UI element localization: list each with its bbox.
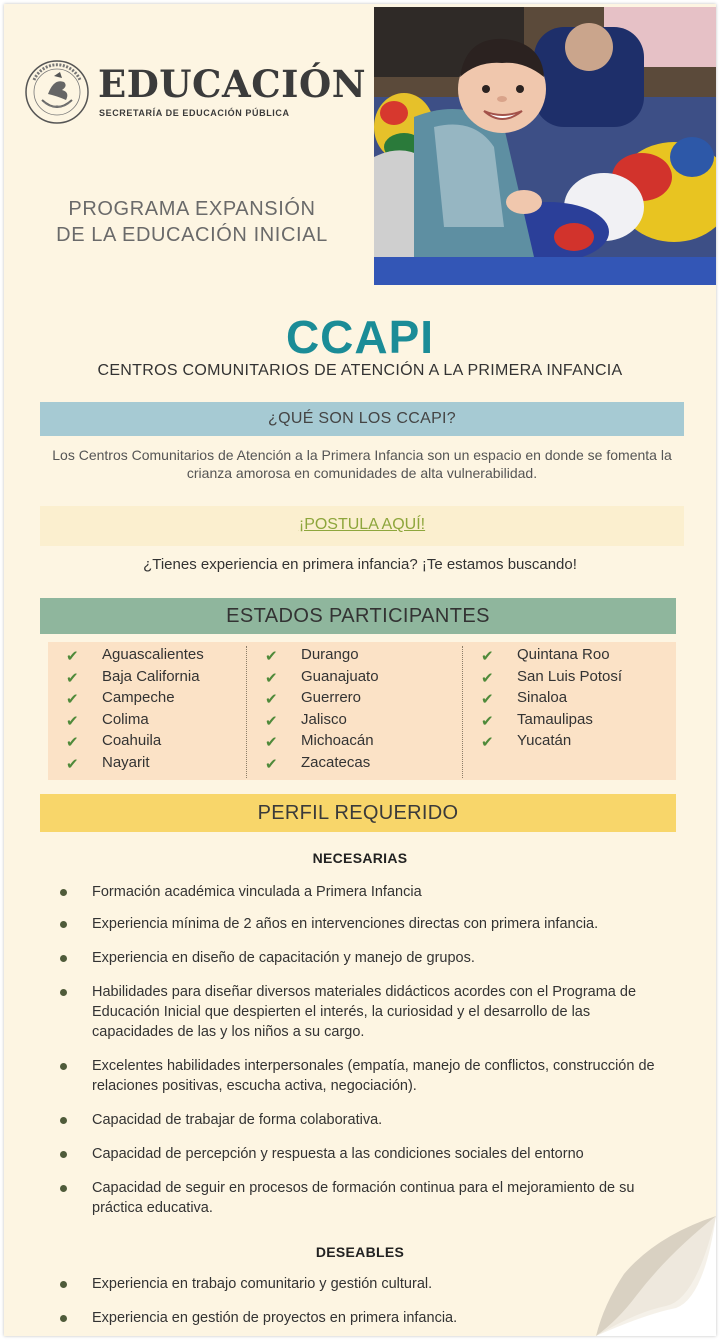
bullet-icon (60, 1315, 67, 1322)
main-subtitle: CENTROS COMUNITARIOS DE ATENCIÓN A LA PRIMERA INFANCIA (97, 362, 623, 379)
program-line-1: PROGRAMA EXPANSIÓN (68, 198, 316, 220)
check-icon: ✔ (481, 734, 494, 751)
state-item: ✔ Colima (66, 710, 149, 730)
state-item: ✔ Sinaloa (481, 689, 568, 708)
state-item: ✔ Coahuila (66, 732, 162, 751)
state-item: ✔ Guerrero (265, 689, 362, 708)
check-icon: ✔ (481, 691, 494, 708)
state-item: ✔ San Luis Potosí (481, 667, 623, 687)
check-icon: ✔ (481, 669, 494, 687)
hero-photo (374, 7, 716, 285)
check-icon: ✔ (481, 712, 494, 730)
check-icon: ✔ (265, 669, 278, 687)
bullet-icon (60, 1281, 67, 1288)
check-icon: ✔ (265, 691, 278, 708)
state-item: ✔ Jalisco (265, 710, 347, 730)
states-table (48, 642, 676, 780)
brand-subtitle: SECRETARÍA DE EDUCACIÓN PÚBLICA (99, 108, 290, 118)
flyer-page (4, 4, 716, 1336)
check-icon: ✔ (265, 734, 278, 751)
postula-link[interactable]: ¡POSTULA AQUÍ! (298, 516, 426, 533)
check-icon: ✔ (66, 734, 79, 751)
state-item: ✔ Yucatán (481, 732, 572, 751)
state-item: ✔ Tamaulipas (481, 710, 593, 730)
list-item: Habilidades para diseñar diversos materiales didácticos acordes con el Programa de Educación Inicial que despierten el interés, la curiosidad y el desarrollo de las capacidades de las y los niños a su cargo. (92, 982, 662, 1042)
state-item: ✔ Michoacán (265, 732, 374, 751)
page-curl-decoration (596, 1216, 716, 1336)
state-item: ✔ Guanajuato (265, 667, 379, 687)
state-item: ✔ Baja California (66, 667, 200, 687)
list-item: Formación académica vinculada a Primera Infancia (92, 882, 662, 902)
check-icon: ✔ (66, 648, 79, 665)
list-item: Experiencia en trabajo comunitario y gestión cultural. (92, 1274, 662, 1294)
postula-text: ¿Tienes experiencia en primera infancia? ¡Te estamos buscando! (143, 556, 577, 573)
bullet-icon (60, 1185, 67, 1192)
check-icon: ✔ (265, 712, 278, 730)
state-item: ✔ Durango (265, 646, 359, 665)
child-playing-image (374, 7, 716, 285)
bullet-icon (60, 989, 67, 996)
state-item: ✔ Quintana Roo (481, 646, 610, 665)
program-line-2: DE LA EDUCACIÓN INICIAL (56, 224, 328, 246)
bullet-icon (60, 889, 67, 896)
que-son-heading: ¿QUÉ SON LOS CCAPI? (40, 402, 684, 436)
bullet-icon (60, 1117, 67, 1124)
national-seal-icon (24, 56, 90, 126)
states-column-3 (462, 646, 677, 778)
sep-logo (24, 56, 367, 136)
bullet-icon (60, 955, 67, 962)
postula-box (40, 506, 684, 546)
state-item: ✔ Nayarit (66, 753, 150, 773)
list-item: Experiencia en gestión de proyectos en primera infancia. (92, 1308, 662, 1328)
check-icon: ✔ (66, 669, 79, 687)
state-item: ✔ Zacatecas (265, 753, 371, 773)
bullet-icon (60, 1151, 67, 1158)
check-icon: ✔ (66, 691, 79, 708)
bullet-icon (60, 921, 67, 928)
estados-heading: ESTADOS PARTICIPANTES (40, 598, 676, 634)
check-icon: ✔ (265, 755, 278, 773)
state-item: ✔ Campeche (66, 689, 175, 708)
states-column-1 (48, 646, 246, 775)
list-item: Excelentes habilidades interpersonales (empatía, manejo de conflictos, construcción de relaciones positivas, escucha activa, negociación). (92, 1056, 662, 1096)
perfil-heading: PERFIL REQUERIDO (40, 794, 676, 832)
list-item: Capacidad de seguir en procesos de formación continua para el mejoramiento de su práctica educativa. (92, 1178, 662, 1218)
brand-name: EDUCACIÓN (98, 62, 367, 106)
check-icon: ✔ (481, 648, 494, 665)
list-item: Experiencia en diseño de capacitación y manejo de grupos. (92, 948, 662, 968)
check-icon: ✔ (66, 755, 79, 773)
bullet-icon (60, 1063, 67, 1070)
main-title: CCAPI (285, 311, 435, 363)
state-item: ✔ Aguascalientes (66, 646, 204, 665)
program-title (22, 196, 362, 248)
deseables-heading: DESEABLES (315, 1244, 405, 1260)
list-item: Capacidad de percepción y respuesta a las condiciones sociales del entorno (92, 1144, 662, 1164)
que-son-text: Los Centros Comunitarios de Atención a la Primera Infancia son un espacio en donde se fomenta la crianza amorosa en comunidades de alta vulnerabilidad. (52, 447, 672, 481)
list-item: Experiencia mínima de 2 años en intervenciones directas con primera infancia. (92, 914, 662, 934)
states-column-2 (246, 646, 463, 778)
list-item: Capacidad de trabajar de forma colaborativa. (92, 1110, 662, 1130)
check-icon: ✔ (66, 712, 79, 730)
check-icon: ✔ (265, 648, 278, 665)
necesarias-heading: NECESARIAS (312, 850, 408, 866)
